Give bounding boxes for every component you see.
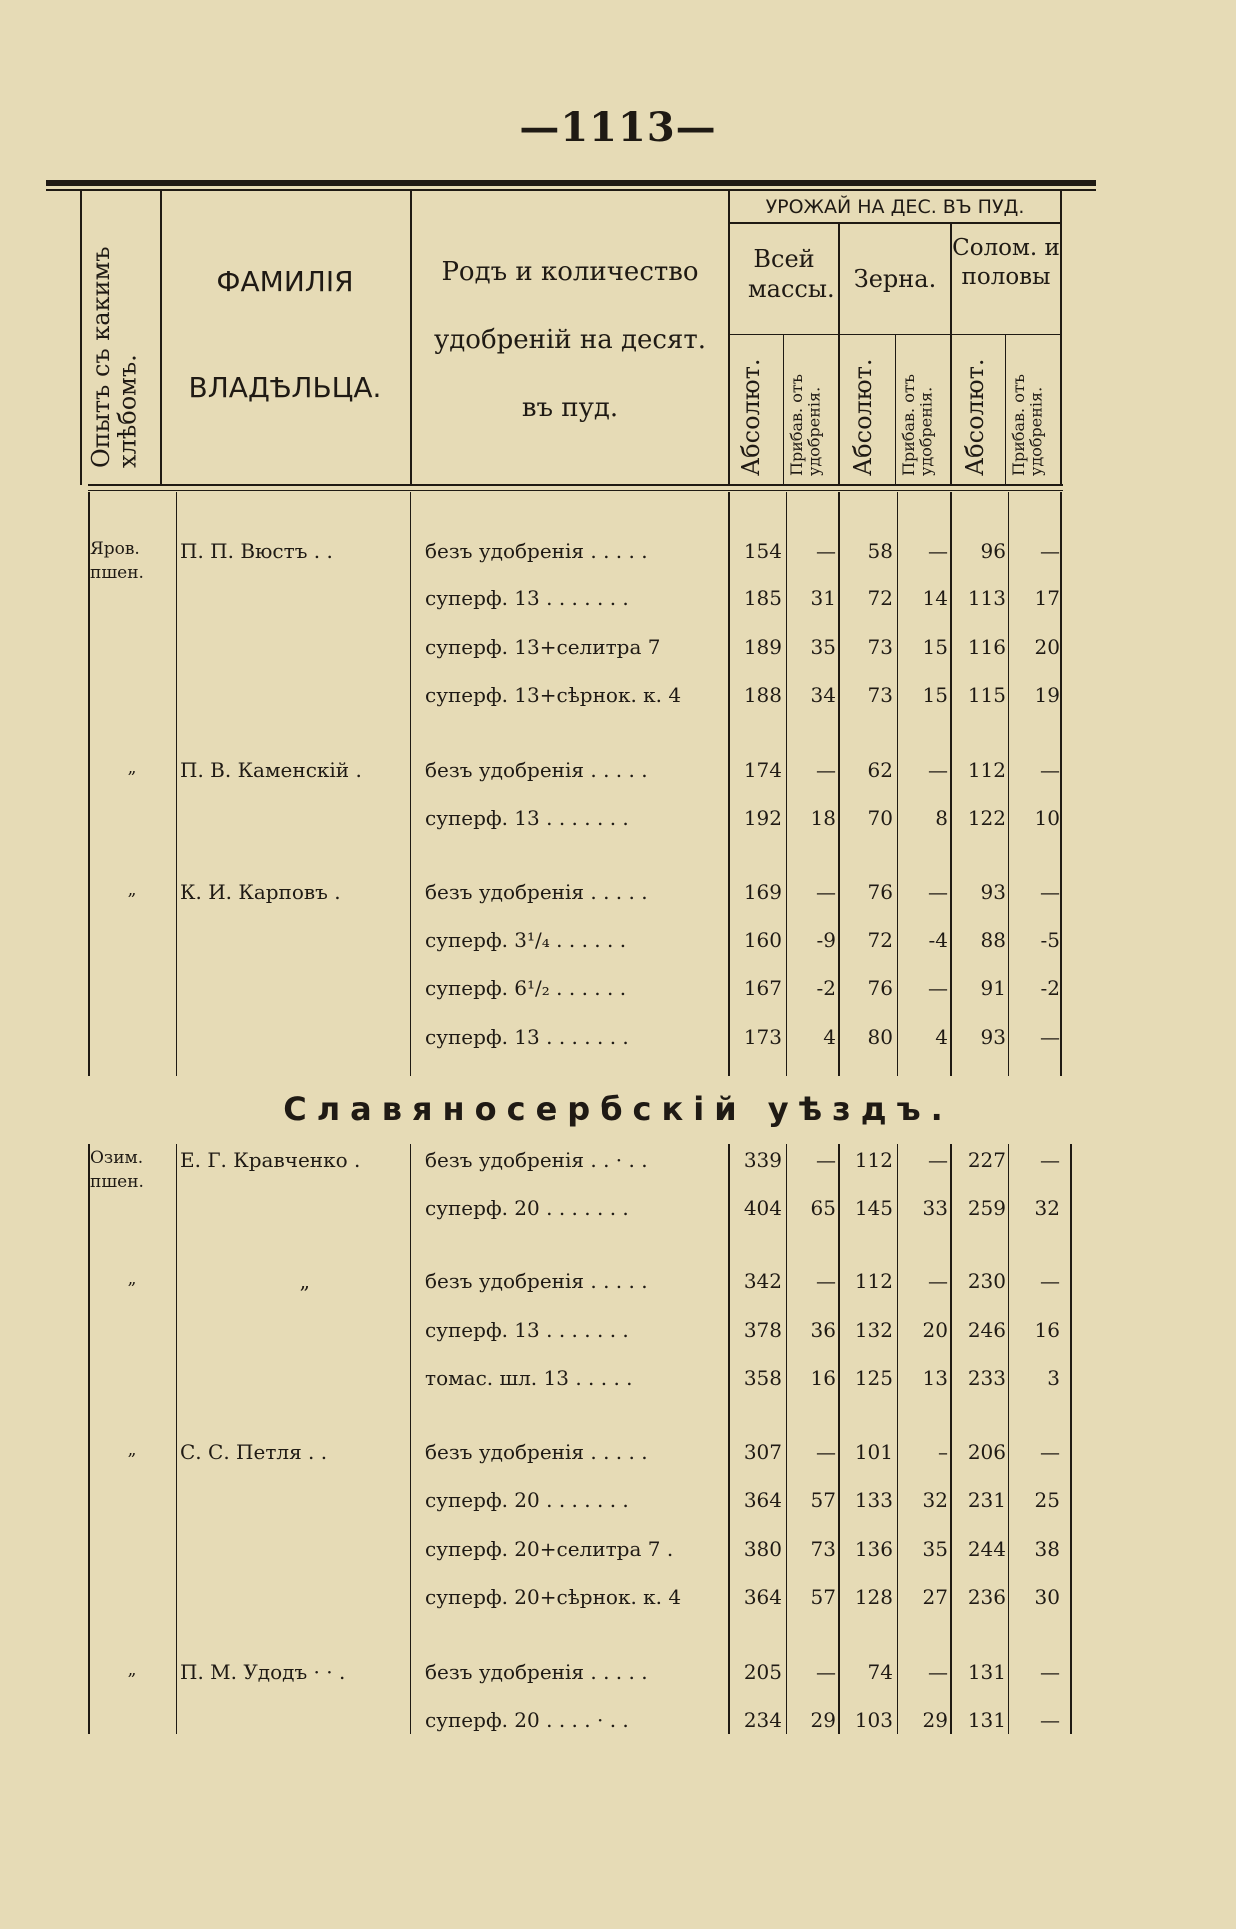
cell-crop: „ [127,758,137,778]
cell-g: 103 [854,1708,893,1732]
cell-tmi: — [816,539,836,563]
page-number: —1113— [519,104,717,151]
cell-tm: 205 [743,1660,782,1684]
cell-tm: 307 [743,1440,782,1464]
cell-tm: 160 [743,928,782,952]
cell-g: 72 [867,928,893,952]
cell-g: 62 [867,758,893,782]
cell-s: 93 [980,880,1006,904]
cell-fert: суперф. 20 . . . . . . . [425,1196,629,1220]
cell-tmi: — [816,758,836,782]
cell-si: 19 [1034,683,1060,707]
cell-crop2: пшен. [90,1172,144,1192]
body-line [1008,1144,1009,1734]
cell-fert: суперф. 20 . . . . · . . [425,1708,629,1732]
cell-fert: суперф. 13+селитра 7 [425,635,661,659]
cell-gi: 33 [922,1196,948,1220]
cell-s: 206 [967,1440,1006,1464]
cell-tm: 364 [743,1488,782,1512]
cell-crop: Яров. [90,539,140,559]
cell-si: — [1040,1440,1060,1464]
inc-header-3: Прибав. отъ удобренія. [1009,374,1046,476]
inc-header-2: Прибав. отъ удобренія. [899,374,936,476]
cell-tmi: — [816,1269,836,1293]
cell-tmi: 16 [810,1366,836,1390]
cell-g: 58 [867,539,893,563]
cell-gi: — [928,1660,948,1684]
cell-tmi: 65 [810,1196,836,1220]
cell-tmi: 36 [810,1318,836,1342]
cell-tmi: — [816,1440,836,1464]
owner-header-line1: ФАМИЛІЯ [216,265,354,298]
cell-si: — [1040,1269,1060,1293]
cell-si: — [1040,539,1060,563]
cell-si: 38 [1034,1537,1060,1561]
cell-tmi: 29 [810,1708,836,1732]
cell-fert: безъ удобренія . . . . . [425,1660,648,1684]
cell-owner: „ [299,1269,310,1293]
top-rule [46,180,1096,186]
cell-tmi: 35 [810,635,836,659]
body-line [410,492,411,1076]
fert-header-line3: въ пуд. [521,393,619,423]
cell-g: 101 [854,1440,893,1464]
abs-header-1: Абсолют. [737,358,765,476]
straw-header: Солом. и половы [952,235,1060,290]
hdr-line [783,335,784,485]
cell-fert: суперф. 13 . . . . . . . [425,806,629,830]
cell-tmi: -2 [816,976,836,1000]
cell-s: 88 [980,928,1006,952]
cell-s: 112 [967,758,1006,782]
cell-s: 96 [980,539,1006,563]
cell-gi: 4 [935,1025,948,1049]
cell-si: — [1040,1025,1060,1049]
cell-gi: — [928,880,948,904]
cell-g: 145 [854,1196,893,1220]
cell-gi: — [928,758,948,782]
hdr-line [160,191,162,485]
body-line [786,1144,787,1734]
cell-fert: томас. шл. 13 . . . . . [425,1366,633,1390]
hdr-bottom-rule [88,484,1063,486]
cell-tmi: — [816,1660,836,1684]
cell-fert: суперф. 20 . . . . . . . [425,1488,629,1512]
cell-fert: суперф. 3¹/₄ . . . . . . [425,928,627,952]
abs-header-3: Абсолют. [961,358,989,476]
body-line [950,1144,952,1734]
body-line [786,492,787,1076]
body-line [1070,1144,1072,1734]
cell-g: 80 [867,1025,893,1049]
cell-gi: 14 [922,586,948,610]
cell-g: 70 [867,806,893,830]
cell-tmi: 73 [810,1537,836,1561]
cell-tm: 174 [743,758,782,782]
cell-s: 116 [967,635,1006,659]
cell-crop: „ [127,1660,137,1680]
cell-si: -2 [1040,976,1060,1000]
cell-crop: „ [127,1269,137,1289]
cell-tm: 189 [743,635,782,659]
experiment-header: Опытъ съ какимъ хлѣбомъ. [87,246,142,468]
cell-fert: суперф. 6¹/₂ . . . . . . [425,976,627,1000]
cell-fert: безъ удобренія . . . . . [425,880,648,904]
cell-si: 32 [1034,1196,1060,1220]
grain-header: Зерна. [853,265,937,293]
cell-tmi: 18 [810,806,836,830]
cell-si: -5 [1040,928,1060,952]
cell-si: — [1040,758,1060,782]
cell-fert: суперф. 20+селитра 7 . [425,1537,674,1561]
cell-si: 3 [1047,1366,1060,1390]
cell-tm: 154 [743,539,782,563]
cell-tm: 342 [743,1269,782,1293]
cell-gi: — [928,1269,948,1293]
body-line [897,492,898,1076]
cell-g: 125 [854,1366,893,1390]
section-title: Славяносербскій уѣздъ. [283,1090,953,1128]
body-line [897,1144,898,1734]
cell-fert: безъ удобренія . . · . . [425,1148,648,1172]
cell-owner: К. И. Карповъ . [180,880,341,904]
cell-tmi: 31 [810,586,836,610]
cell-gi: — [928,1148,948,1172]
hdr-line [728,191,730,485]
cell-tm: 185 [743,586,782,610]
cell-s: 236 [967,1585,1006,1609]
cell-tmi: 4 [823,1025,836,1049]
cell-gi: 27 [922,1585,948,1609]
abs-header-2: Абсолют. [849,358,877,476]
inc-header-1: Прибав. отъ удобренія. [787,374,824,476]
fert-header-line2: удобреній на десят. [434,325,706,355]
cell-g: 128 [854,1585,893,1609]
cell-fert: суперф. 20+сѣрнок. к. 4 [425,1585,682,1609]
cell-s: 244 [967,1537,1006,1561]
cell-g: 132 [854,1318,893,1342]
cell-si: 16 [1034,1318,1060,1342]
cell-si: 17 [1034,586,1060,610]
cell-fert: суперф. 13 . . . . . . . [425,586,629,610]
cell-s: 113 [967,586,1006,610]
cell-tmi: -9 [816,928,836,952]
cell-s: 122 [967,806,1006,830]
cell-tmi: 57 [810,1488,836,1512]
hdr-hline [728,334,1062,335]
owner-header-line2: ВЛАДѢЛЬЦА. [188,371,382,404]
hdr-line [1005,335,1006,485]
cell-tm: 234 [743,1708,782,1732]
cell-tm: 169 [743,880,782,904]
hdr-line [895,335,896,485]
cell-g: 72 [867,586,893,610]
cell-gi: 35 [922,1537,948,1561]
body-line [728,1144,730,1734]
cell-s: 115 [967,683,1006,707]
cell-gi: 20 [922,1318,948,1342]
cell-owner: П. В. Каменскій . [180,758,362,782]
harvest-header: УРОЖАЙ НА ДЕС. ВЪ ПУД. [765,196,1025,218]
cell-owner: С. С. Петля . . [180,1440,328,1464]
cell-si: — [1040,1660,1060,1684]
cell-s: 93 [980,1025,1006,1049]
cell-gi: 15 [922,683,948,707]
body-line [838,1144,840,1734]
top-rule-thin [46,189,1096,191]
cell-crop: Озим. [90,1148,144,1168]
hdr-bottom-rule [88,490,1063,491]
cell-gi: — [928,539,948,563]
cell-tm: 380 [743,1537,782,1561]
cell-tmi: — [816,1148,836,1172]
cell-tm: 173 [743,1025,782,1049]
cell-s: 246 [967,1318,1006,1342]
cell-gi: 29 [922,1708,948,1732]
cell-tm: 358 [743,1366,782,1390]
body-line [1060,492,1062,1076]
cell-crop2: пшен. [90,563,144,583]
cell-si: 10 [1034,806,1060,830]
cell-si: — [1040,1708,1060,1732]
body-line [1008,492,1009,1076]
hdr-line [80,191,82,485]
cell-gi: 13 [922,1366,948,1390]
cell-g: 74 [867,1660,893,1684]
cell-tmi: 34 [810,683,836,707]
cell-tmi: 57 [810,1585,836,1609]
cell-tm: 167 [743,976,782,1000]
cell-s: 131 [967,1660,1006,1684]
cell-gi: — [928,976,948,1000]
cell-gi: – [938,1440,948,1464]
cell-si: — [1040,880,1060,904]
cell-owner: П. П. Вюстъ . . [180,539,333,563]
cell-tm: 192 [743,806,782,830]
cell-fert: безъ удобренія . . . . . [425,539,648,563]
cell-fert: суперф. 13 . . . . . . . [425,1318,629,1342]
cell-fert: суперф. 13 . . . . . . . [425,1025,629,1049]
cell-gi: 15 [922,635,948,659]
cell-tm: 188 [743,683,782,707]
hdr-line [1060,191,1062,485]
cell-g: 73 [867,635,893,659]
cell-si: — [1040,1148,1060,1172]
cell-fert: безъ удобренія . . . . . [425,758,648,782]
cell-s: 91 [980,976,1006,1000]
cell-si: 30 [1034,1585,1060,1609]
cell-g: 136 [854,1537,893,1561]
cell-si: 25 [1034,1488,1060,1512]
cell-gi: 32 [922,1488,948,1512]
cell-g: 112 [854,1148,893,1172]
cell-g: 133 [854,1488,893,1512]
cell-tm: 339 [743,1148,782,1172]
cell-s: 233 [967,1366,1006,1390]
cell-s: 259 [967,1196,1006,1220]
total-mass-header: Всей массы. [748,245,835,303]
cell-fert: безъ удобренія . . . . . [425,1440,648,1464]
fert-header-line1: Родъ и количество [441,257,699,287]
body-line [88,1144,90,1734]
cell-g: 76 [867,976,893,1000]
cell-owner: Е. Г. Кравченко . [180,1148,361,1172]
cell-gi: 8 [935,806,948,830]
cell-s: 131 [967,1708,1006,1732]
cell-crop: „ [127,1440,137,1460]
cell-gi: -4 [928,928,948,952]
cell-owner: П. М. Удодъ · · . [180,1660,346,1684]
cell-fert: безъ удобренія . . . . . [425,1269,648,1293]
cell-g: 112 [854,1269,893,1293]
cell-g: 73 [867,683,893,707]
cell-s: 227 [967,1148,1006,1172]
cell-g: 76 [867,880,893,904]
cell-tm: 404 [743,1196,782,1220]
cell-tmi: — [816,880,836,904]
cell-fert: суперф. 13+сѣрнок. к. 4 [425,683,682,707]
cell-s: 230 [967,1269,1006,1293]
cell-tm: 364 [743,1585,782,1609]
body-line [176,492,177,1076]
hdr-line [838,222,840,485]
body-line [176,1144,177,1734]
cell-tm: 378 [743,1318,782,1342]
body-line [410,1144,411,1734]
cell-s: 231 [967,1488,1006,1512]
cell-si: 20 [1034,635,1060,659]
hdr-hline [728,222,1062,224]
cell-crop: „ [127,880,137,900]
